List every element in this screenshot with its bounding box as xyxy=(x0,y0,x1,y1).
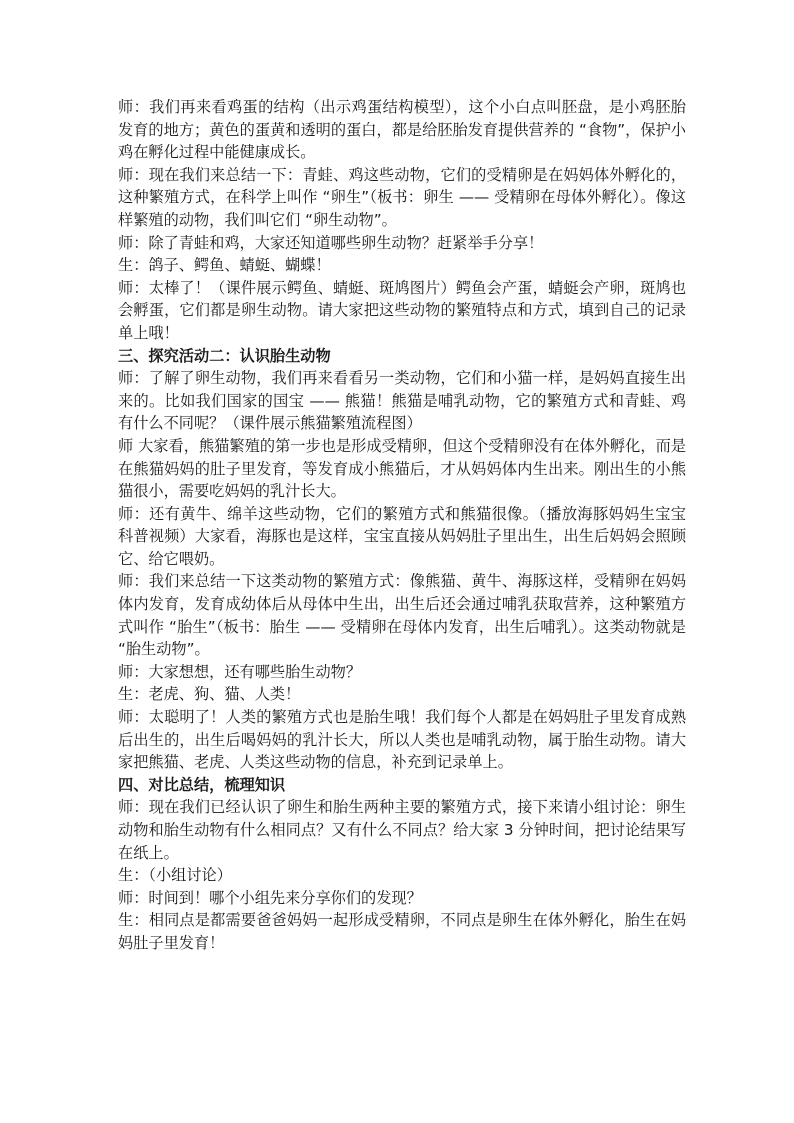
paragraph-teacher-question-2: 师：大家想想，还有哪些胎生动物？ xyxy=(118,662,361,681)
paragraph-group-discussion: 师：现在我们已经认识了卵生和胎生两种主要的繁殖方式，接下来请小组讨论：卵生动物和胎生动物有什么相同点？又有什么不同点？给大家 3 分钟时间，把讨论结果写在纸上。 xyxy=(118,798,686,862)
paragraph-dolphin: 师：还有黄牛、绵羊这些动物，它们的繁殖方式和熊猫很像。（播放海豚妈妈生宝宝科普视频）大家看，海豚也是这样，宝宝直接从妈妈肚子里出生，出生后妈妈会照顾它、给它喂奶。 xyxy=(118,504,686,568)
document-page xyxy=(118,96,686,955)
paragraph-panda-process: 师 大家看，熊猫繁殖的第一步也是形成受精卵，但这个受精卵没有在体外孵化，而是在熊猫妈妈的肚子里发育，等发育成小熊猫后，才从妈妈体内生出来。刚出生的小熊猫很小，需要吃妈妈的乳汁长大。 xyxy=(118,436,686,501)
paragraph-panda-intro: 师：了解了卵生动物，我们再来看看另一类动物，它们和小猫一样，是妈妈直接生出来的。比如我们国家的国宝 —— 熊猫！熊猫是哺乳动物，它的繁殖方式和青蛙、鸡有什么不同呢？（课件展示熊猫繁殖流程图） xyxy=(118,369,686,433)
paragraph-teacher-praise: 师：太棒了！（课件展示鳄鱼、蜻蜓、斑鸠图片）鳄鱼会产蛋，蜻蜓会产卵，斑鸠也会孵蛋，它们都是卵生动物。请大家把这些动物的繁殖特点和方式，填到自己的记录单上哦！ xyxy=(118,278,686,342)
paragraph-oviparous-summary: 师：现在我们来总结一下：青蛙、鸡这些动物，它们的受精卵是在妈妈体外孵化的，这种繁殖方式，在科学上叫作 “卵生”（板书：卵生 —— 受精卵在母体外孵化）。像这样繁殖的动物，我们叫它们 “卵生动物”。 xyxy=(118,165,686,229)
paragraph-student-answer-2: 生：老虎、狗、猫、人类！ xyxy=(118,685,301,704)
section-heading-viviparous: 三、探究活动二：认识胎生动物 xyxy=(118,346,331,365)
paragraph-teacher-question: 师：除了青蛙和鸡，大家还知道哪些卵生动物？赶紧举手分享！ xyxy=(118,233,544,252)
section-heading-summary: 四、对比总结，梳理知识 xyxy=(118,775,286,794)
paragraph-time-up: 师：时间到！哪个小组先来分享你们的发现？ xyxy=(118,888,422,907)
paragraph-viviparous-summary: 师：我们来总结一下这类动物的繁殖方式：像熊猫、黄牛、海豚这样，受精卵在妈妈体内发育，发育成幼体后从母体中生出，出生后还会通过哺乳获取营养，这种繁殖方式叫作 “胎生”（板书：胎生 —— 受精卵在母体内发育，出生后哺乳）。这类动物就是 “胎生动物”。 xyxy=(118,572,686,659)
paragraph-human: 师：太聪明了！人类的繁殖方式也是胎生哦！我们每个人都是在妈妈肚子里发育成熟后出生的，出生后喝妈妈的乳汁长大，所以人类也是哺乳动物，属于胎生动物。请大家把熊猫、老虎、人类这些动物的信息，补充到记录单上。 xyxy=(118,708,686,772)
paragraph-student-answer: 生：鸽子、鳄鱼、蜻蜓、蝴蝶！ xyxy=(118,256,331,275)
paragraph-student-conclusion: 生：相同点是都需要爸爸妈妈一起形成受精卵，不同点是卵生在体外孵化，胎生在妈妈肚子里发育！ xyxy=(118,911,686,952)
paragraph-student-discussion: 生：（小组讨论） xyxy=(118,866,232,885)
paragraph-egg-structure: 师：我们再来看鸡蛋的结构（出示鸡蛋结构模型），这个小白点叫胚盘，是小鸡胚胎发育的地方；黄色的蛋黄和透明的蛋白，都是给胚胎发育提供营养的 “食物”，保护小鸡在孵化过程中能健康成长。 xyxy=(118,98,686,162)
